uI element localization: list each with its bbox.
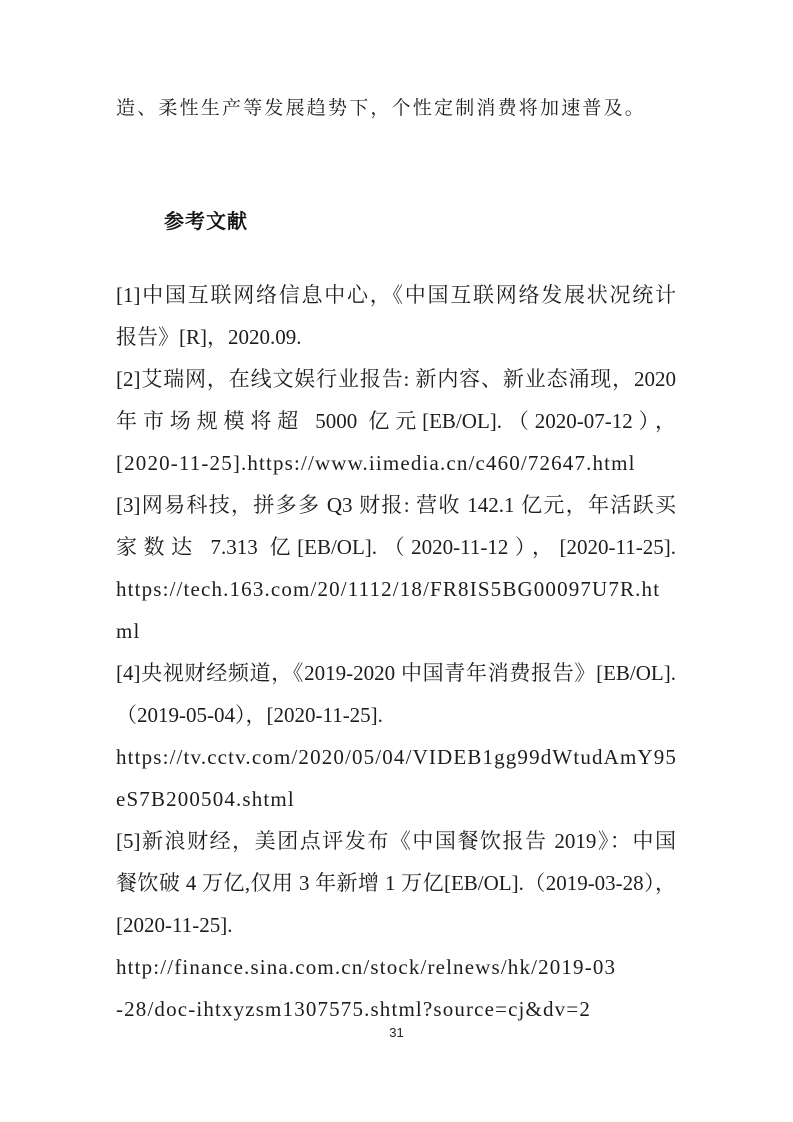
reference-entry [116, 820, 676, 1030]
reference-line: （2019-05-04），[2020-11-25]. [116, 703, 383, 727]
reference-entry [116, 484, 676, 652]
page-number: 31 [389, 1025, 404, 1040]
intro-paragraph: 造、柔性生产等发展趋势下，个性定制消费将加速普及。 [116, 98, 647, 119]
reference-line: 报告》[R]，2020.09. [116, 325, 302, 349]
reference-line reference-url: eS7B200504.shtml [116, 787, 295, 811]
reference-line reference-url: [2020-11-25].https://www.iimedia.cn/c460/72647.html [116, 451, 636, 475]
reference-entry [116, 652, 676, 820]
reference-line: [4]央视财经频道，《2019-2020 中国青年消费报告》[EB/OL]. [116, 661, 676, 685]
reference-line: [5]新浪财经，美团点评发布《中国餐饮报告 2019》：中国 [116, 829, 676, 853]
references-list [116, 274, 676, 1030]
reference-line: 家数达 7.313 亿[EB/OL].（2020-11-12），[2020-11-25]. [116, 535, 676, 559]
reference-line reference-url: https://tech.163.com/20/1112/18/FR8IS5BG00097U7R.ht [116, 577, 661, 601]
reference-line reference-url: -28/doc-ihtxyzsm1307575.shtml?source=cj&dv=2 [116, 997, 591, 1021]
reference-line: [2]艾瑞网，在线文娱行业报告: 新内容、新业态涌现，2020 [116, 367, 676, 391]
reference-entry [116, 274, 676, 358]
reference-line reference-url: http://finance.sina.com.cn/stock/relnews/hk/2019-03 [116, 955, 617, 979]
reference-line reference-url: ml [116, 619, 141, 643]
reference-line: [2020-11-25]. [116, 913, 233, 937]
reference-line: [3]网易科技，拼多多 Q3 财报: 营收 142.1 亿元，年活跃买 [116, 493, 676, 517]
reference-entry [116, 358, 676, 484]
reference-line: 餐饮破 4 万亿,仅用 3 年新增 1 万亿[EB/OL].（2019-03-28）， [116, 871, 676, 895]
reference-line: [1]中国互联网络信息中心，《中国互联网络发展状况统计 [116, 283, 676, 307]
reference-line reference-url: https://tv.cctv.com/2020/05/04/VIDEB1gg99dWtudAmY95 [116, 745, 678, 769]
references-heading: 参考文献 [164, 211, 248, 233]
reference-line: 年市场规模将超 5000 亿元[EB/OL].（2020-07-12）， [116, 409, 676, 433]
